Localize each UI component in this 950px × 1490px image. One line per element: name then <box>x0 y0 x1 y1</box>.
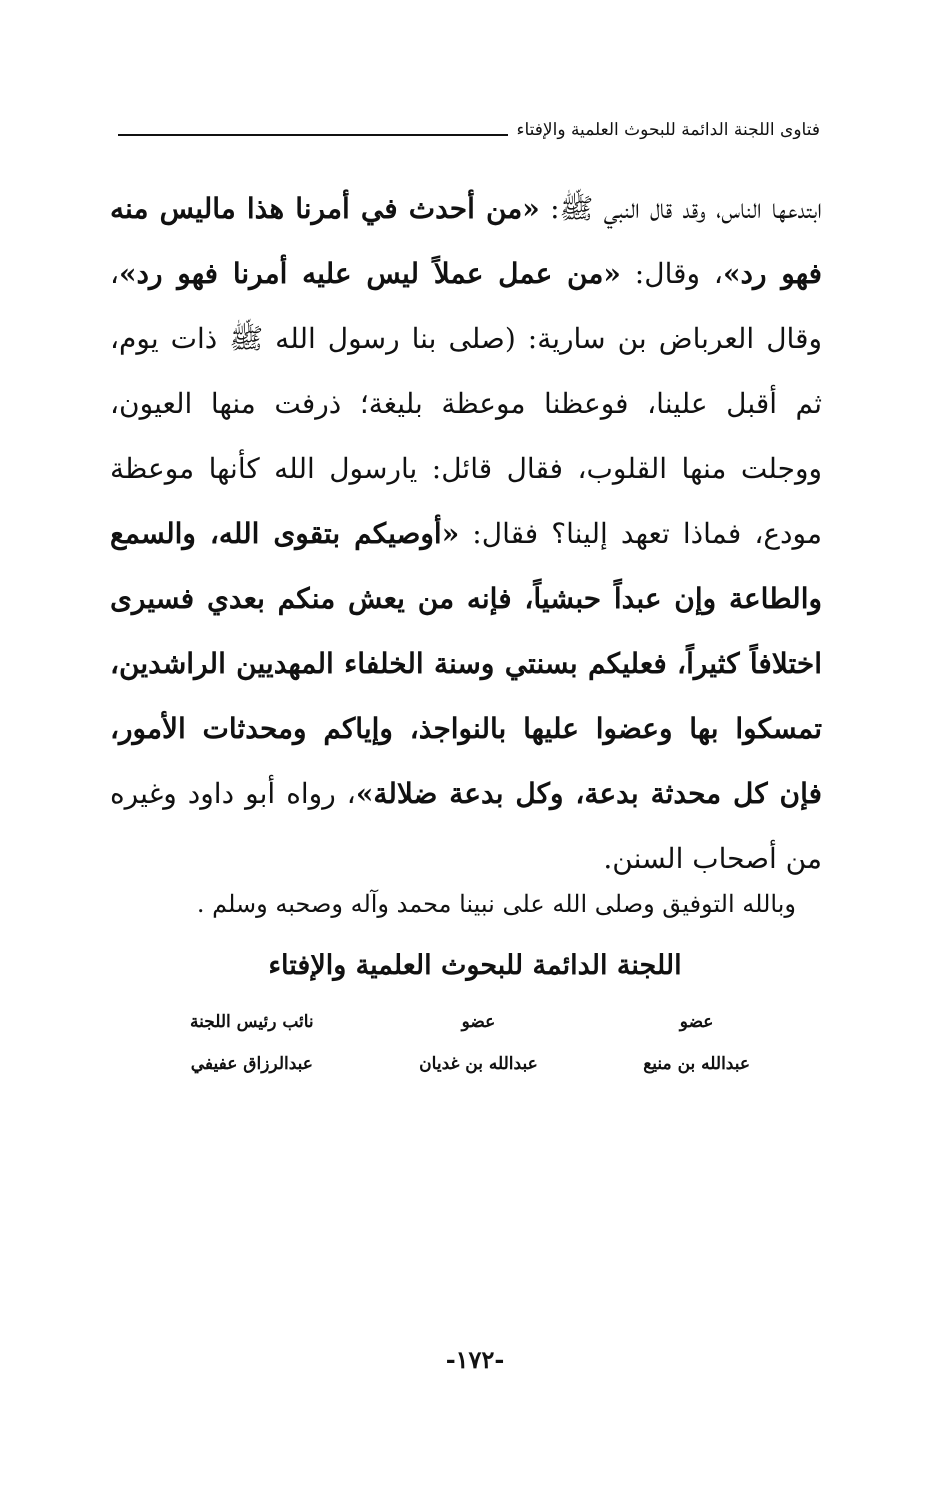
fatwa-paragraph <box>110 176 822 891</box>
hadith-quote-3: «أوصيكم بتقوى الله، والسمع والطاعة وإن عبداً حبشياً، فإنه من يعش منكم بعدي فسيرى اختلافاً كثيراً، فعليكم بسنتي وسنة الخلفاء المهديين الراشدين، تمسكوا بها وعضوا عليها بالنواجذ، وإياكم ومحدثات الأمور، فإن كل محدثة بدعة، وكل بدعة ضلالة» <box>110 517 822 810</box>
signature-role: نائب رئيس اللجنة <box>190 1012 314 1032</box>
signature-block <box>190 1012 750 1074</box>
body-text-4: ، رواه أبو داود وغيره من أصحاب السنن. <box>110 777 822 875</box>
signature-vice-chair <box>190 1012 314 1074</box>
header-rule <box>118 134 508 136</box>
running-header <box>118 118 820 142</box>
body-text-1: ابتدعها الناس، وقد قال النبي ﷺ: <box>539 192 822 225</box>
signature-member-1 <box>643 1012 750 1074</box>
closing-line: وبالله التوفيق وصلى الله على نبينا محمد وآله وصحبه وسلم . <box>196 890 796 918</box>
body-text-3: ، وقال العرباض بن سارية: (صلى بنا رسول الله ﷺ ذات يوم، ثم أقبل علينا، فوعظنا موعظة بليغة؛ ذرفت منها العيون، ووجلت منها القلوب، فقال قائل: يارسول الله كأنها موعظة مودع، فماذا تعهد إلينا؟ فقال: <box>110 257 822 550</box>
page-number: -١٧٢- <box>445 1345 505 1374</box>
running-title: فتاوى اللجنة الدائمة للبحوث العلمية والإفتاء <box>516 120 820 140</box>
committee-title: اللجنة الدائمة للبحوث العلمية والإفتاء <box>268 950 682 981</box>
signature-member-2 <box>419 1012 538 1074</box>
signature-role: عضو <box>461 1012 496 1032</box>
signature-name: عبدالله بن منيع <box>643 1054 750 1074</box>
signature-name: عبدالله بن غديان <box>419 1054 538 1074</box>
signature-role: عضو <box>679 1012 714 1032</box>
signature-name: عبدالرزاق عفيفي <box>190 1054 313 1074</box>
hadith-quote-1: «من أحدث في أمرنا هذا ماليس منه فهو رد» <box>110 192 823 290</box>
fatwa-body <box>110 176 822 891</box>
hadith-quote-2: «من عمل عملاً ليس عليه أمرنا فهو رد» <box>119 257 621 290</box>
body-text-2: ، وقال: <box>620 257 723 290</box>
